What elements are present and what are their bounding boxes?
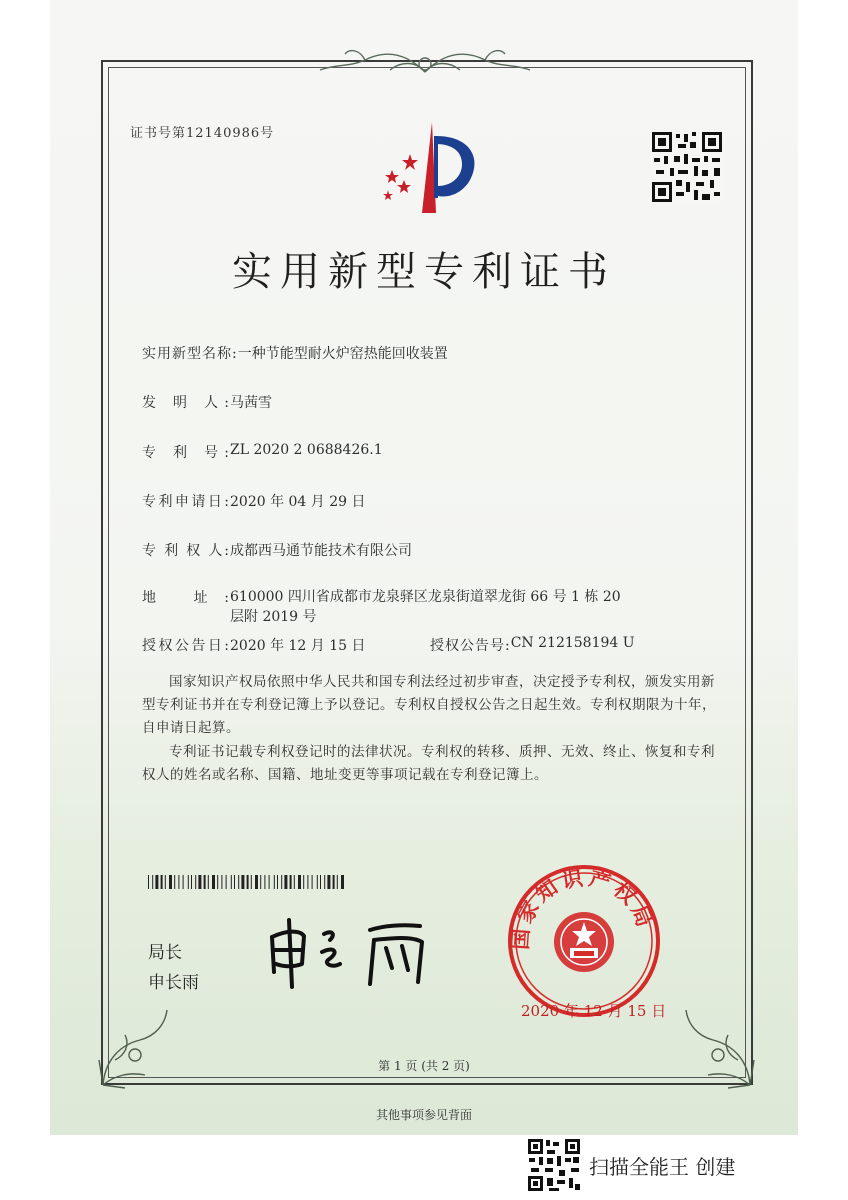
field-utility-model-name — [142, 343, 448, 363]
field-value: 2020 年 12 月 15 日 — [230, 638, 366, 654]
field-value: 2020 年 04 月 29 日 — [230, 494, 366, 510]
field-patentee — [142, 540, 412, 560]
field-label: 专 利 号: — [142, 445, 230, 461]
field-label: 授权公告日: — [142, 638, 230, 654]
field-address — [142, 587, 625, 627]
field-label: 专 利 权 人: — [142, 543, 230, 559]
field-label: 地 址: — [142, 590, 230, 606]
bottom-left-ornament — [95, 1000, 185, 1090]
field-value: 610000 四川省成都市龙泉驿区龙泉街道翠龙街 66 号 1 栋 20 层附 2019 号 — [230, 589, 621, 625]
director-signature — [262, 912, 442, 992]
field-grant-date — [142, 635, 366, 655]
back-note: 其他事项参见背面 — [375, 1108, 472, 1122]
scanner-label: 扫描全能王 创建 — [589, 1154, 736, 1179]
field-grant-number — [430, 635, 635, 655]
top-ornament — [305, 42, 545, 82]
director-title: 局长 — [148, 943, 182, 963]
scanner-qr-icon — [527, 1138, 581, 1192]
field-label: 专利申请日: — [142, 494, 230, 510]
field-value: 成都西马通节能技术有限公司 — [230, 543, 412, 559]
field-value: 一种节能型耐火炉窑热能回收装置 — [237, 346, 448, 362]
field-label: 实用新型名称: — [142, 346, 238, 362]
field-label: 授权公告号: — [430, 638, 511, 654]
page-number: 第 1 页 (共 2 页) — [378, 1059, 470, 1073]
field-label: 发 明 人: — [142, 395, 230, 411]
director-name: 申长雨 — [148, 973, 199, 993]
svg-text:国家知识产权局: 国家知识产权局 — [508, 865, 659, 951]
statement-paragraph-1: 国家知识产权局依照中华人民共和国专利法经过初步审查，决定授予专利权，颁发实用新型专利证书并在专利登记簿上予以登记。专利权自授权公告之日起生效。专利权期限为十年，自申请日起算。 — [142, 674, 716, 736]
bottom-right-ornament — [668, 1000, 758, 1090]
qr-code — [650, 130, 724, 204]
barcode — [148, 875, 348, 889]
statement-paragraph-2: 专利证书记载专利权登记时的法律状况。专利权的转移、质押、无效、终止、恢复和专利权人的姓名或名称、国籍、地址变更等事项记载在专利登记簿上。 — [142, 744, 715, 783]
certificate-number: 证书号第12140986号 — [130, 126, 275, 141]
seal-date: 2020 年 12 月 15 日 — [521, 1002, 667, 1020]
field-value: 马茜雪 — [230, 395, 272, 411]
cnipa-logo — [370, 118, 490, 218]
field-inventor — [142, 392, 272, 412]
certificate-title: 实用新型专利证书 — [232, 249, 616, 295]
field-filing-date — [142, 491, 366, 511]
field-patent-number — [142, 442, 383, 462]
field-value: CN 212158194 U — [510, 635, 635, 651]
official-seal — [505, 862, 663, 1020]
field-value: ZL 2020 2 0688426.1 — [230, 442, 383, 458]
scanner-watermark — [527, 1138, 735, 1192]
